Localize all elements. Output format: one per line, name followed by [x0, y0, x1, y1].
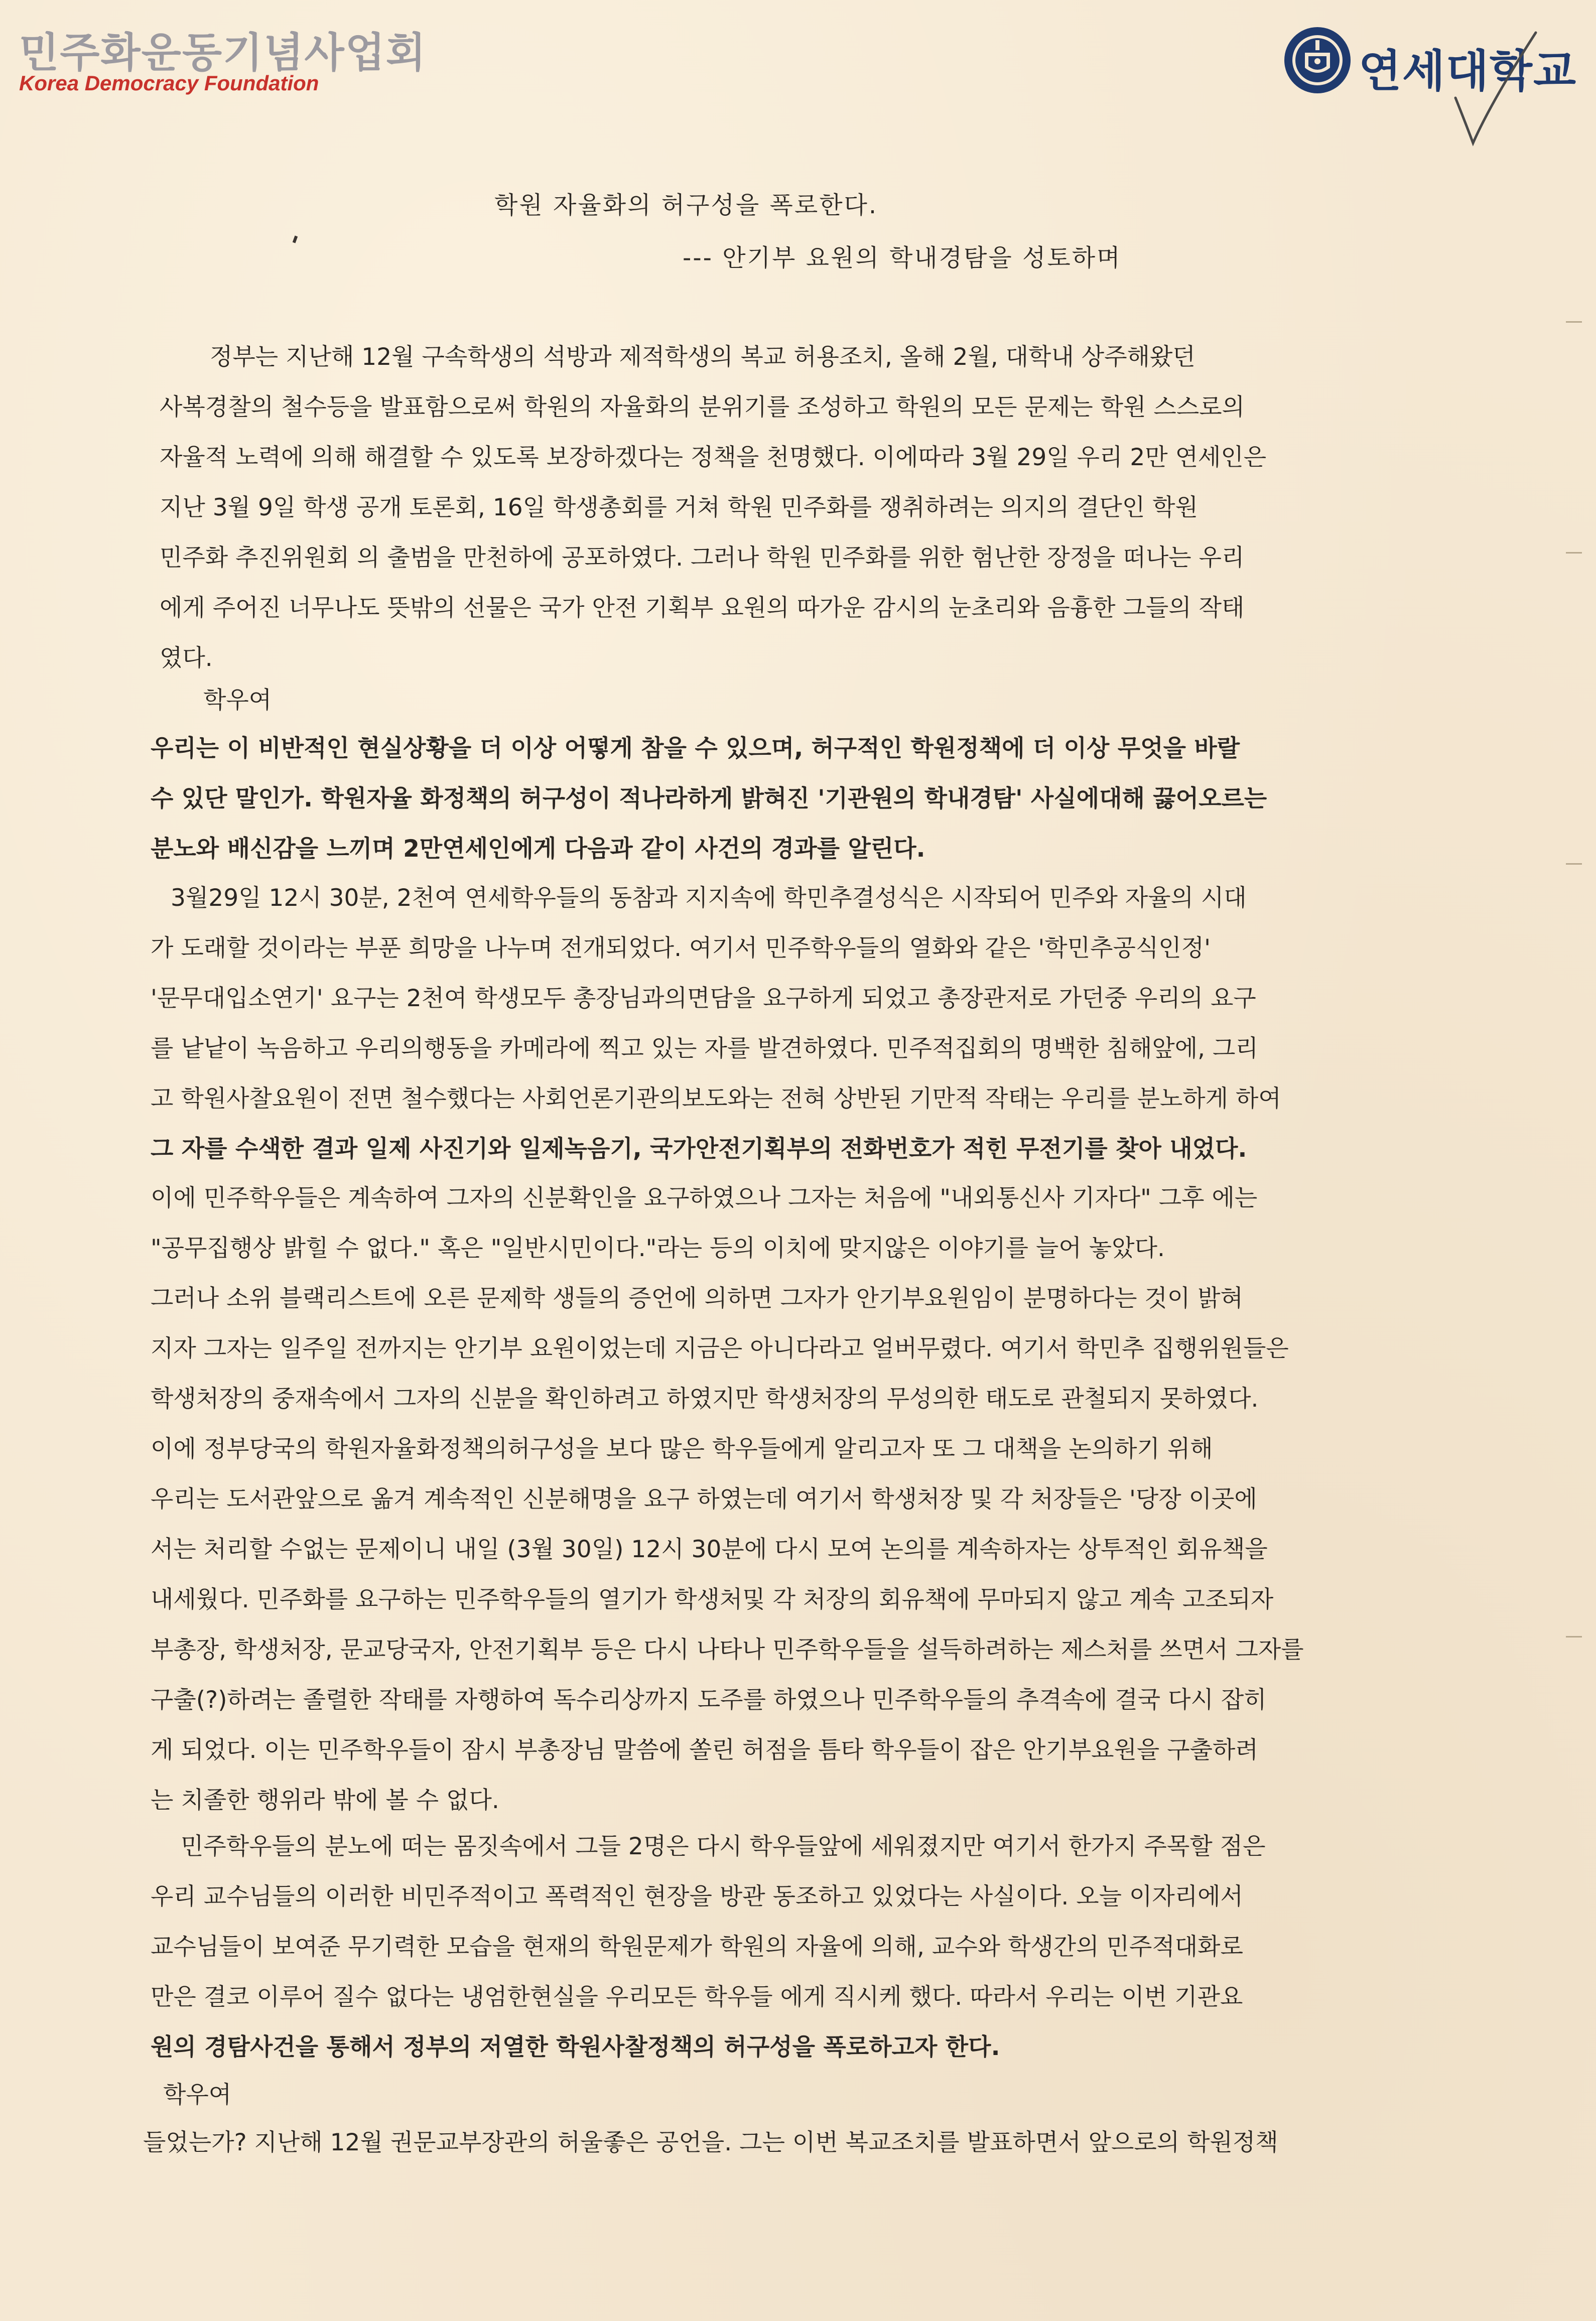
body-line: 교수님들이 보여준 무기력한 모습을 현재의 학원문제가 학원의 자율에 의해, 교수와 학생간의 민주적대화로	[151, 1933, 1243, 1961]
body-line: 사복경찰의 철수등을 발표함으로써 학원의 자율화의 분위기를 조성하고 학원의 모든 문제는 학원 스스로의	[160, 393, 1245, 421]
handwritten-check-mark	[1445, 23, 1546, 153]
document-subtitle: --- 안기부 요원의 학내경탐을 성토하며	[683, 244, 1122, 272]
body-line: 이에 정부당국의 학원자율화정책의허구성을 보다 많은 학우들에게 알리고자 또 그 대책을 논의하기 위해	[151, 1435, 1213, 1463]
body-line: "공무집행상 밝힐 수 없다." 혹은 "일반시민이다."라는 등의 이치에 맞지않은 이야기를 늘어 놓았다.	[151, 1235, 1165, 1262]
stray-mark	[293, 235, 298, 243]
body-line: 민주학우들의 분노에 떠는 몸짓속에서 그들 2명은 다시 학우들앞에 세워졌지만 여기서 한가지 주목할 점은	[181, 1833, 1266, 1860]
body-line: 그러나 소위 블랙리스트에 오른 문제학 생들의 증언에 의하면 그자가 안기부요원임이 분명하다는 것이 밝혀	[151, 1285, 1243, 1312]
body-line: 원의 경탐사건을 통해서 정부의 저열한 학원사찰정책의 허구성을 폭로하고자 한다.	[151, 2033, 1000, 2061]
body-line: 정부는 지난해 12월 구속학생의 석방과 제적학생의 복교 허용조치, 올해 2월, 대학내 상주해왔던	[210, 343, 1195, 371]
body-line: 이에 민주학우들은 계속하여 그자의 신분확인을 요구하였으나 그자는 처음에 "내외통신사 기자다" 그후 에는	[151, 1184, 1258, 1212]
kdf-logo-english: Korea Democracy Foundation	[19, 71, 319, 95]
body-line: 지자 그자는 일주일 전까지는 안기부 요원이었는데 지금은 아니다라고 얼버무렸다. 여기서 학민추 집행위원들은	[151, 1335, 1289, 1362]
body-line: 우리는 도서관앞으로 옮겨 계속적인 신분해명을 요구 하였는데 여기서 학생처장 및 각 처장들은 '당장 이곳에	[151, 1485, 1257, 1513]
edge-mark	[1566, 863, 1582, 865]
body-line: 는 치졸한 행위라 밖에 볼 수 없다.	[151, 1787, 499, 1814]
body-line: 자율적 노력에 의해 해결할 수 있도록 보장하겠다는 정책을 천명했다. 이에따라 3월 29일 우리 2만 연세인은	[160, 444, 1267, 471]
body-line: 내세웠다. 민주화를 요구하는 민주학우들의 열기가 학생처및 각 처장의 회유책에 무마되지 않고 계속 고조되자	[151, 1586, 1274, 1613]
body-line: 였다.	[160, 644, 213, 672]
edge-mark	[1566, 1636, 1582, 1637]
section-heading: 학우여	[163, 2081, 232, 2109]
body-line: 수 있단 말인가. 학원자율 화정책의 허구성이 적나라하게 밝혀진 '기관원의 학내경탐' 사실에대해 끓어오르는	[151, 785, 1267, 812]
body-line: 우리는 이 비반적인 현실상황을 더 이상 어떻게 참을 수 있으며, 허구적인 학원정책에 더 이상 무엇을 바랄	[151, 735, 1240, 762]
body-line: 학생처장의 중재속에서 그자의 신분을 확인하려고 하였지만 학생처장의 무성의한 태도로 관철되지 못하였다.	[151, 1385, 1259, 1413]
body-line: 분노와 배신감을 느끼며 2만연세인에게 다음과 같이 사건의 경과를 알린다.	[151, 835, 925, 863]
body-line: 가 도래할 것이라는 부푼 희망을 나누며 전개되었다. 여기서 민주학우들의 열화와 같은 '학민추공식인정'	[151, 934, 1211, 962]
body-line: 게 되었다. 이는 민주학우들이 잠시 부총장님 말씀에 쏠린 허점을 틈타 학우들이 잡은 안기부요원을 구출하려	[151, 1736, 1258, 1764]
body-line: 지난 3월 9일 학생 공개 토론회, 16일 학생총회를 거쳐 학원 민주화를 쟁취하려는 의지의 결단인 학원	[160, 494, 1198, 521]
section-heading: 학우여	[203, 687, 272, 714]
yonsei-name: 연세대학교	[1359, 45, 1577, 97]
kdf-logo-korean: 민주화운동기념사업회	[19, 29, 427, 77]
yonsei-seal-icon	[1282, 25, 1353, 95]
body-line: 우리 교수님들의 이러한 비민주적이고 폭력적인 현장을 방관 동조하고 있었다는 사실이다. 오늘 이자리에서	[151, 1883, 1243, 1910]
body-line: 구출(?)하려는 졸렬한 작태를 자행하여 독수리상까지 도주를 하였으나 민주학우들의 추격속에 결국 다시 잡히	[151, 1686, 1267, 1714]
body-line: '문무대입소연기' 요구는 2천여 학생모두 총장님과의면담을 요구하게 되었고 총장관저로 가던중 우리의 요구	[151, 985, 1256, 1012]
body-line: 만은 결코 이루어 질수 없다는 냉엄한현실을 우리모든 학우들 에게 직시케 했다. 따라서 우리는 이번 기관요	[151, 1983, 1243, 2011]
document-title: 학원 자율화의 허구성을 폭로한다.	[494, 191, 878, 219]
body-line: 를 낱낱이 녹음하고 우리의행동을 카메라에 찍고 있는 자를 발견하였다. 민주적집회의 명백한 침해앞에, 그리	[151, 1035, 1258, 1062]
body-line: 민주화 추진위원회 의 출범을 만천하에 공포하였다. 그러나 학원 민주화를 위한 험난한 장정을 떠나는 우리	[160, 544, 1245, 572]
edge-mark	[1566, 552, 1582, 554]
body-line: 3월29일 12시 30분, 2천여 연세학우들의 동참과 지지속에 학민추결성식은 시작되어 민주와 자율의 시대	[171, 884, 1247, 912]
body-line: 에게 주어진 너무나도 뜻밖의 선물은 국가 안전 기획부 요원의 따가운 감시의 눈초리와 음흉한 그들의 작태	[160, 594, 1245, 622]
body-line: 고 학원사찰요원이 전면 철수했다는 사회언론기관의보도와는 전혀 상반된 기만적 작태는 우리를 분노하게 하여	[151, 1085, 1281, 1113]
kdf-logo	[19, 20, 427, 100]
body-line: 들었는가? 지난해 12월 권문교부장관의 허울좋은 공언을. 그는 이번 복교조치를 발표하면서 앞으로의 학원정책	[143, 2129, 1278, 2156]
body-line: 서는 처리할 수없는 문제이니 내일 (3월 30일) 12시 30분에 다시 모여 논의를 계속하자는 상투적인 회유책을	[151, 1536, 1268, 1563]
body-line: 부총장, 학생처장, 문교당국자, 안전기획부 등은 다시 나타나 민주학우들을 설득하려하는 제스처를 쓰면서 그자를	[151, 1636, 1304, 1664]
body-line: 그 자를 수색한 결과 일제 사진기와 일제녹음기, 국가안전기획부의 전화번호가 적힌 무전기를 찾아 내었다.	[151, 1135, 1247, 1163]
edge-mark	[1566, 321, 1582, 323]
